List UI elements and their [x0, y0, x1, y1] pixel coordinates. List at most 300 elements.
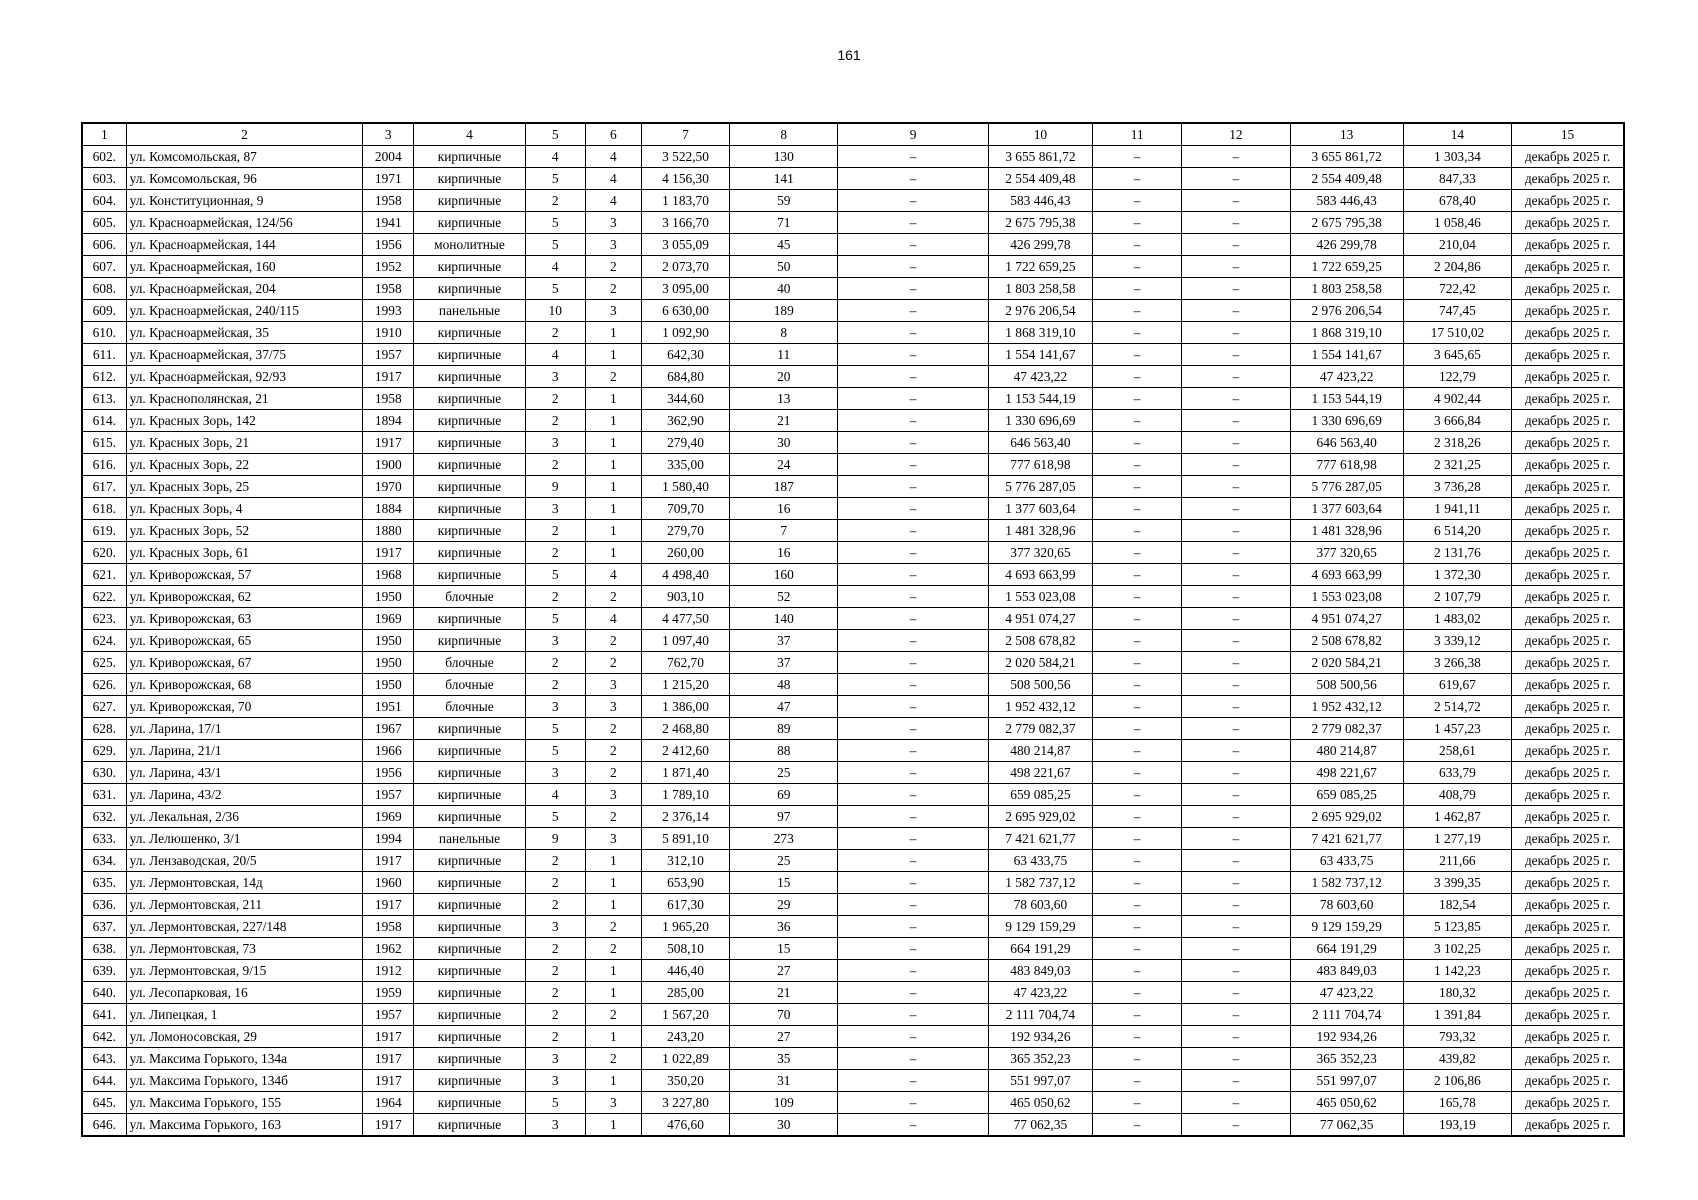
cell-num: 646.	[82, 1114, 126, 1137]
cell-cost-per-sqm: 5 123,85	[1403, 916, 1511, 938]
cell-entrances: 1	[585, 542, 641, 564]
cell-residents: 11	[730, 344, 838, 366]
cell-col-9: –	[838, 630, 988, 652]
cell-floors: 10	[525, 300, 585, 322]
cell-cost: 1 481 328,96	[988, 520, 1092, 542]
cell-floors: 2	[525, 850, 585, 872]
cell-area: 617,30	[641, 894, 729, 916]
cell-residents: 52	[730, 586, 838, 608]
cell-deadline: декабрь 2025 г.	[1512, 1114, 1624, 1137]
cell-cost: 2 554 409,48	[988, 168, 1092, 190]
cell-col-11: –	[1093, 542, 1182, 564]
cell-area: 312,10	[641, 850, 729, 872]
cell-residents: 37	[730, 630, 838, 652]
cell-entrances: 2	[585, 916, 641, 938]
cell-address: ул. Красноармейская, 92/93	[126, 366, 363, 388]
cell-col-9: –	[838, 498, 988, 520]
cell-address: ул. Максима Горького, 155	[126, 1092, 363, 1114]
cell-year: 1967	[363, 718, 414, 740]
cell-num: 621.	[82, 564, 126, 586]
cell-deadline: декабрь 2025 г.	[1512, 630, 1624, 652]
cell-cost-per-sqm: 182,54	[1403, 894, 1511, 916]
cell-num: 611.	[82, 344, 126, 366]
cell-address: ул. Лермонтовская, 211	[126, 894, 363, 916]
cell-area: 684,80	[641, 366, 729, 388]
cell-col-12: –	[1182, 432, 1290, 454]
cell-cost-per-sqm: 258,61	[1403, 740, 1511, 762]
cell-address: ул. Лермонтовская, 9/15	[126, 960, 363, 982]
cell-floors: 5	[525, 1092, 585, 1114]
cell-entrances: 1	[585, 432, 641, 454]
cell-entrances: 2	[585, 366, 641, 388]
column-header-entrances: 6	[585, 123, 641, 146]
cell-year: 1894	[363, 410, 414, 432]
cell-entrances: 2	[585, 806, 641, 828]
cell-cost-per-sqm: 165,78	[1403, 1092, 1511, 1114]
cell-deadline: декабрь 2025 г.	[1512, 850, 1624, 872]
cell-cost-per-sqm: 3 736,28	[1403, 476, 1511, 498]
cell-year: 1957	[363, 784, 414, 806]
cell-area: 903,10	[641, 586, 729, 608]
column-header-wall-material: 4	[414, 123, 525, 146]
cell-cost-per-sqm: 439,82	[1403, 1048, 1511, 1070]
cell-floors: 5	[525, 740, 585, 762]
cell-col-9: –	[838, 872, 988, 894]
cell-floors: 4	[525, 784, 585, 806]
table-row	[82, 520, 1624, 542]
cell-cost: 480 214,87	[988, 740, 1092, 762]
cell-num: 635.	[82, 872, 126, 894]
cell-floors: 5	[525, 718, 585, 740]
cell-col-9: –	[838, 696, 988, 718]
cell-col-11: –	[1093, 168, 1182, 190]
cell-cost: 5 776 287,05	[988, 476, 1092, 498]
cell-residents: 30	[730, 432, 838, 454]
cell-col-9: –	[838, 806, 988, 828]
cell-floors: 2	[525, 894, 585, 916]
cell-deadline: декабрь 2025 г.	[1512, 960, 1624, 982]
cell-deadline: декабрь 2025 г.	[1512, 432, 1624, 454]
cell-address: ул. Лензаводская, 20/5	[126, 850, 363, 872]
cell-floors: 3	[525, 762, 585, 784]
cell-area: 1 215,20	[641, 674, 729, 696]
cell-total: 2 675 795,38	[1290, 212, 1403, 234]
cell-residents: 30	[730, 1114, 838, 1137]
cell-num: 641.	[82, 1004, 126, 1026]
cell-cost: 483 849,03	[988, 960, 1092, 982]
cell-area: 2 412,60	[641, 740, 729, 762]
cell-address: ул. Максима Горького, 134б	[126, 1070, 363, 1092]
cell-area: 3 166,70	[641, 212, 729, 234]
cell-year: 1950	[363, 674, 414, 696]
cell-entrances: 1	[585, 498, 641, 520]
cell-wall-material: блочные	[414, 652, 525, 674]
cell-cost-per-sqm: 1 483,02	[1403, 608, 1511, 630]
cell-wall-material: кирпичные	[414, 850, 525, 872]
cell-residents: 15	[730, 938, 838, 960]
cell-residents: 20	[730, 366, 838, 388]
cell-address: ул. Криворожская, 70	[126, 696, 363, 718]
cell-deadline: декабрь 2025 г.	[1512, 168, 1624, 190]
cell-residents: 27	[730, 1026, 838, 1048]
cell-year: 1993	[363, 300, 414, 322]
cell-total: 480 214,87	[1290, 740, 1403, 762]
cell-year: 1958	[363, 388, 414, 410]
cell-year: 1917	[363, 432, 414, 454]
cell-residents: 48	[730, 674, 838, 696]
cell-total: 1 952 432,12	[1290, 696, 1403, 718]
cell-col-12: –	[1182, 630, 1290, 652]
cell-residents: 141	[730, 168, 838, 190]
cell-address: ул. Максима Горького, 134а	[126, 1048, 363, 1070]
cell-num: 605.	[82, 212, 126, 234]
cell-num: 634.	[82, 850, 126, 872]
cell-col-12: –	[1182, 278, 1290, 300]
cell-year: 1964	[363, 1092, 414, 1114]
cell-col-9: –	[838, 982, 988, 1004]
cell-residents: 71	[730, 212, 838, 234]
cell-address: ул. Красных Зорь, 22	[126, 454, 363, 476]
cell-address: ул. Лелюшенко, 3/1	[126, 828, 363, 850]
cell-wall-material: кирпичные	[414, 630, 525, 652]
cell-cost: 465 050,62	[988, 1092, 1092, 1114]
cell-floors: 5	[525, 212, 585, 234]
cell-cost-per-sqm: 3 645,65	[1403, 344, 1511, 366]
cell-col-12: –	[1182, 300, 1290, 322]
cell-col-9: –	[838, 454, 988, 476]
cell-year: 1957	[363, 1004, 414, 1026]
cell-residents: 16	[730, 542, 838, 564]
cell-residents: 25	[730, 762, 838, 784]
cell-col-12: –	[1182, 872, 1290, 894]
cell-entrances: 1	[585, 344, 641, 366]
cell-year: 1950	[363, 586, 414, 608]
cell-deadline: декабрь 2025 г.	[1512, 344, 1624, 366]
cell-floors: 4	[525, 256, 585, 278]
cell-col-12: –	[1182, 564, 1290, 586]
cell-cost-per-sqm: 1 303,34	[1403, 146, 1511, 168]
cell-total: 426 299,78	[1290, 234, 1403, 256]
cell-entrances: 1	[585, 476, 641, 498]
cell-col-11: –	[1093, 586, 1182, 608]
cell-deadline: декабрь 2025 г.	[1512, 564, 1624, 586]
cell-entrances: 4	[585, 168, 641, 190]
cell-wall-material: кирпичные	[414, 762, 525, 784]
cell-col-12: –	[1182, 1114, 1290, 1137]
cell-floors: 2	[525, 960, 585, 982]
cell-floors: 2	[525, 872, 585, 894]
cell-col-9: –	[838, 762, 988, 784]
cell-area: 362,90	[641, 410, 729, 432]
cell-area: 1 789,10	[641, 784, 729, 806]
cell-col-9: –	[838, 212, 988, 234]
cell-cost-per-sqm: 1 372,30	[1403, 564, 1511, 586]
cell-col-9: –	[838, 278, 988, 300]
table-row	[82, 190, 1624, 212]
cell-total: 1 377 603,64	[1290, 498, 1403, 520]
cell-wall-material: панельные	[414, 828, 525, 850]
cell-entrances: 2	[585, 938, 641, 960]
cell-col-9: –	[838, 388, 988, 410]
cell-col-12: –	[1182, 410, 1290, 432]
cell-deadline: декабрь 2025 г.	[1512, 784, 1624, 806]
cell-total: 483 849,03	[1290, 960, 1403, 982]
column-header-residents: 8	[730, 123, 838, 146]
cell-col-12: –	[1182, 476, 1290, 498]
cell-deadline: декабрь 2025 г.	[1512, 498, 1624, 520]
cell-residents: 130	[730, 146, 838, 168]
column-header-deadline: 15	[1512, 123, 1624, 146]
cell-col-11: –	[1093, 872, 1182, 894]
cell-entrances: 3	[585, 234, 641, 256]
cell-floors: 3	[525, 1048, 585, 1070]
cell-col-9: –	[838, 674, 988, 696]
cell-year: 1959	[363, 982, 414, 1004]
cell-wall-material: кирпичные	[414, 1004, 525, 1026]
cell-deadline: декабрь 2025 г.	[1512, 586, 1624, 608]
cell-area: 243,20	[641, 1026, 729, 1048]
cell-year: 1952	[363, 256, 414, 278]
table-row	[82, 388, 1624, 410]
cell-cost: 2 508 678,82	[988, 630, 1092, 652]
cell-total: 1 582 737,12	[1290, 872, 1403, 894]
cell-floors: 4	[525, 344, 585, 366]
cell-total: 2 020 584,21	[1290, 652, 1403, 674]
cell-area: 3 055,09	[641, 234, 729, 256]
cell-area: 279,70	[641, 520, 729, 542]
cell-entrances: 1	[585, 894, 641, 916]
cell-cost-per-sqm: 3 102,25	[1403, 938, 1511, 960]
cell-address: ул. Красных Зорь, 4	[126, 498, 363, 520]
cell-deadline: декабрь 2025 г.	[1512, 366, 1624, 388]
cell-entrances: 2	[585, 278, 641, 300]
cell-residents: 37	[730, 652, 838, 674]
cell-address: ул. Красноармейская, 124/56	[126, 212, 363, 234]
cell-wall-material: кирпичные	[414, 784, 525, 806]
cell-col-11: –	[1093, 520, 1182, 542]
cell-num: 608.	[82, 278, 126, 300]
cell-cost-per-sqm: 2 321,25	[1403, 454, 1511, 476]
cell-area: 1 183,70	[641, 190, 729, 212]
cell-col-9: –	[838, 564, 988, 586]
cell-cost-per-sqm: 2 318,26	[1403, 432, 1511, 454]
cell-wall-material: кирпичные	[414, 278, 525, 300]
cell-cost: 1 553 023,08	[988, 586, 1092, 608]
cell-total: 63 433,75	[1290, 850, 1403, 872]
cell-address: ул. Красных Зорь, 61	[126, 542, 363, 564]
cell-residents: 25	[730, 850, 838, 872]
cell-cost: 2 675 795,38	[988, 212, 1092, 234]
cell-deadline: декабрь 2025 г.	[1512, 674, 1624, 696]
table-row	[82, 542, 1624, 564]
column-header-cost-per-sqm: 14	[1403, 123, 1511, 146]
cell-num: 607.	[82, 256, 126, 278]
cell-cost: 2 695 929,02	[988, 806, 1092, 828]
cell-area: 4 156,30	[641, 168, 729, 190]
cell-floors: 5	[525, 278, 585, 300]
cell-residents: 21	[730, 982, 838, 1004]
table-row	[82, 1092, 1624, 1114]
cell-col-9: –	[838, 1026, 988, 1048]
cell-col-11: –	[1093, 476, 1182, 498]
cell-cost: 508 500,56	[988, 674, 1092, 696]
cell-entrances: 3	[585, 212, 641, 234]
cell-wall-material: кирпичные	[414, 476, 525, 498]
cell-col-12: –	[1182, 762, 1290, 784]
cell-col-12: –	[1182, 894, 1290, 916]
cell-col-11: –	[1093, 1004, 1182, 1026]
cell-address: ул. Лекальная, 2/36	[126, 806, 363, 828]
cell-area: 279,40	[641, 432, 729, 454]
cell-cost: 78 603,60	[988, 894, 1092, 916]
cell-col-11: –	[1093, 212, 1182, 234]
cell-col-11: –	[1093, 146, 1182, 168]
cell-num: 623.	[82, 608, 126, 630]
cell-address: ул. Криворожская, 67	[126, 652, 363, 674]
table-row	[82, 828, 1624, 850]
cell-entrances: 4	[585, 146, 641, 168]
cell-col-12: –	[1182, 498, 1290, 520]
cell-year: 1966	[363, 740, 414, 762]
cell-num: 624.	[82, 630, 126, 652]
cell-col-11: –	[1093, 718, 1182, 740]
cell-cost: 77 062,35	[988, 1114, 1092, 1137]
cell-col-11: –	[1093, 916, 1182, 938]
column-header-floors: 5	[525, 123, 585, 146]
table-row	[82, 696, 1624, 718]
cell-year: 1956	[363, 762, 414, 784]
table-row	[82, 740, 1624, 762]
cell-residents: 187	[730, 476, 838, 498]
cell-col-9: –	[838, 256, 988, 278]
cell-wall-material: блочные	[414, 696, 525, 718]
cell-address: ул. Комсомольская, 87	[126, 146, 363, 168]
cell-cost-per-sqm: 4 902,44	[1403, 388, 1511, 410]
cell-cost-per-sqm: 619,67	[1403, 674, 1511, 696]
cell-year: 1917	[363, 850, 414, 872]
cell-col-11: –	[1093, 960, 1182, 982]
cell-floors: 2	[525, 938, 585, 960]
column-header-col-9: 9	[838, 123, 988, 146]
table-row	[82, 498, 1624, 520]
cell-deadline: декабрь 2025 г.	[1512, 212, 1624, 234]
cell-year: 1994	[363, 828, 414, 850]
cell-num: 603.	[82, 168, 126, 190]
cell-cost: 646 563,40	[988, 432, 1092, 454]
cell-num: 633.	[82, 828, 126, 850]
cell-col-9: –	[838, 432, 988, 454]
cell-wall-material: кирпичные	[414, 322, 525, 344]
cell-col-9: –	[838, 960, 988, 982]
cell-col-11: –	[1093, 608, 1182, 630]
cell-year: 1957	[363, 344, 414, 366]
cell-entrances: 1	[585, 982, 641, 1004]
cell-cost-per-sqm: 210,04	[1403, 234, 1511, 256]
cell-total: 551 997,07	[1290, 1070, 1403, 1092]
cell-total: 465 050,62	[1290, 1092, 1403, 1114]
column-header-address: 2	[126, 123, 363, 146]
cell-total: 47 423,22	[1290, 982, 1403, 1004]
cell-cost: 1 582 737,12	[988, 872, 1092, 894]
cell-address: ул. Ломоносовская, 29	[126, 1026, 363, 1048]
cell-residents: 273	[730, 828, 838, 850]
cell-col-9: –	[838, 850, 988, 872]
table-row	[82, 1048, 1624, 1070]
cell-col-12: –	[1182, 542, 1290, 564]
cell-col-9: –	[838, 828, 988, 850]
cell-floors: 2	[525, 454, 585, 476]
cell-cost: 1 330 696,69	[988, 410, 1092, 432]
cell-address: ул. Красноармейская, 204	[126, 278, 363, 300]
table-row	[82, 872, 1624, 894]
table-row	[82, 916, 1624, 938]
cell-floors: 2	[525, 652, 585, 674]
cell-area: 1 871,40	[641, 762, 729, 784]
cell-residents: 50	[730, 256, 838, 278]
cell-cost-per-sqm: 3 266,38	[1403, 652, 1511, 674]
cell-entrances: 4	[585, 564, 641, 586]
cell-area: 642,30	[641, 344, 729, 366]
cell-wall-material: монолитные	[414, 234, 525, 256]
cell-num: 622.	[82, 586, 126, 608]
cell-cost: 4 951 074,27	[988, 608, 1092, 630]
cell-entrances: 2	[585, 1004, 641, 1026]
cell-total: 4 951 074,27	[1290, 608, 1403, 630]
cell-cost: 47 423,22	[988, 366, 1092, 388]
cell-col-12: –	[1182, 168, 1290, 190]
cell-cost-per-sqm: 17 510,02	[1403, 322, 1511, 344]
cell-floors: 9	[525, 828, 585, 850]
cell-area: 344,60	[641, 388, 729, 410]
cell-year: 1950	[363, 652, 414, 674]
cell-address: ул. Лермонтовская, 227/148	[126, 916, 363, 938]
cell-residents: 35	[730, 1048, 838, 1070]
cell-num: 642.	[82, 1026, 126, 1048]
cell-address: ул. Конституционная, 9	[126, 190, 363, 212]
cell-floors: 5	[525, 234, 585, 256]
cell-wall-material: кирпичные	[414, 894, 525, 916]
cell-col-12: –	[1182, 212, 1290, 234]
cell-floors: 2	[525, 1004, 585, 1026]
cell-address: ул. Ларина, 21/1	[126, 740, 363, 762]
column-header-col-11: 11	[1093, 123, 1182, 146]
cell-num: 604.	[82, 190, 126, 212]
cell-col-12: –	[1182, 960, 1290, 982]
cell-cost: 7 421 621,77	[988, 828, 1092, 850]
cell-total: 2 779 082,37	[1290, 718, 1403, 740]
cell-cost-per-sqm: 408,79	[1403, 784, 1511, 806]
cell-wall-material: кирпичные	[414, 520, 525, 542]
cell-address: ул. Красных Зорь, 21	[126, 432, 363, 454]
cell-col-9: –	[838, 520, 988, 542]
cell-wall-material: кирпичные	[414, 256, 525, 278]
cell-entrances: 3	[585, 300, 641, 322]
cell-cost-per-sqm: 722,42	[1403, 278, 1511, 300]
cell-num: 626.	[82, 674, 126, 696]
cell-total: 664 191,29	[1290, 938, 1403, 960]
cell-col-12: –	[1182, 916, 1290, 938]
cell-col-11: –	[1093, 388, 1182, 410]
cell-cost: 1 803 258,58	[988, 278, 1092, 300]
cell-col-11: –	[1093, 234, 1182, 256]
cell-address: ул. Красноармейская, 37/75	[126, 344, 363, 366]
cell-wall-material: кирпичные	[414, 564, 525, 586]
cell-address: ул. Красных Зорь, 52	[126, 520, 363, 542]
cell-area: 3 227,80	[641, 1092, 729, 1114]
cell-col-11: –	[1093, 1070, 1182, 1092]
cell-total: 2 976 206,54	[1290, 300, 1403, 322]
cell-cost-per-sqm: 1 142,23	[1403, 960, 1511, 982]
